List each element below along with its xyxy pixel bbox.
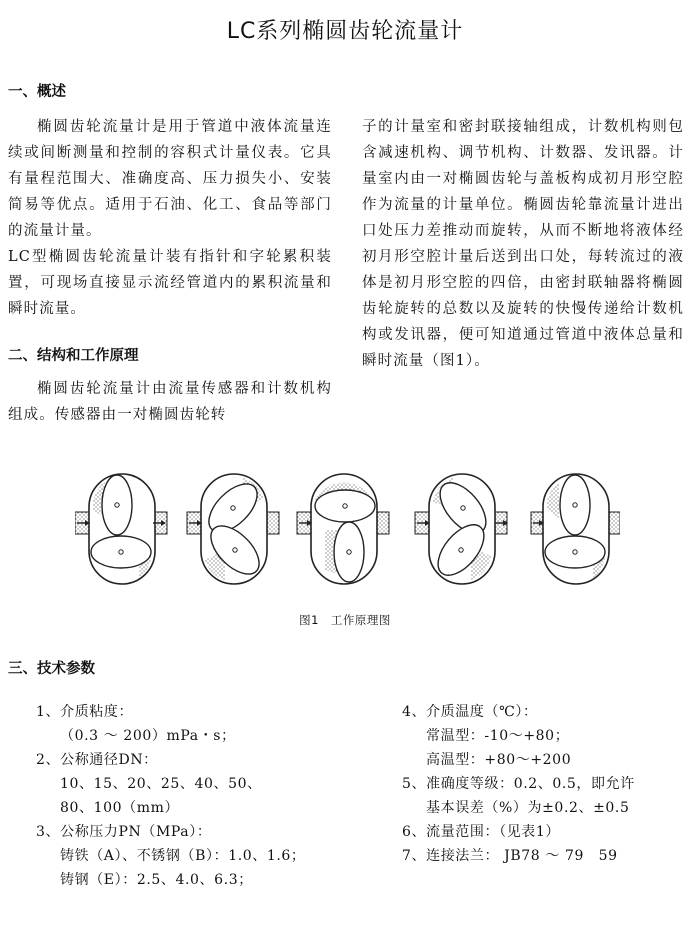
section-heading-overview: 一、概述 bbox=[8, 84, 66, 100]
section-heading-structure: 二、结构和工作原理 bbox=[8, 348, 139, 364]
param-accuracy: 5、准确度等级：0.2、0.5，即允许 bbox=[402, 776, 635, 792]
param-viscosity-value: （0.3 ～ 200）mPa・s； bbox=[60, 728, 236, 744]
gear-diagram-2 bbox=[187, 474, 279, 584]
overview-paragraph-1: 椭圆齿轮流量计是用于管道中液体流量连续或间断测量和控制的容积式计量仪表。它具有量程范围大、准确度高、压力损失小、安装简易等优点。适用于石油、化工、食品等部门的流量计量。 bbox=[8, 119, 332, 239]
param-temperature: 4、介质温度（℃）： bbox=[402, 704, 538, 720]
page-title: LC系列椭圆齿轮流量计 bbox=[226, 19, 464, 44]
params-left-list bbox=[36, 700, 306, 892]
structure-paragraph-1: 椭圆齿轮流量计由流量传感器和计数机构组成。传感器由一对椭圆齿轮转 bbox=[8, 381, 332, 423]
gear-diagram-1 bbox=[75, 474, 167, 584]
param-viscosity: 1、介质粘度： bbox=[36, 704, 134, 720]
right-text-column bbox=[362, 114, 684, 374]
structure-text-column bbox=[8, 376, 332, 428]
working-principle-figure bbox=[75, 470, 620, 588]
gear-diagram-4 bbox=[415, 474, 508, 584]
param-temperature-high: 高温型：+80～+200 bbox=[426, 752, 572, 768]
param-nominal-pressure: 3、公称压力PN（MPa）： bbox=[36, 824, 212, 840]
figure-caption: 图1 工作原理图 bbox=[299, 613, 391, 627]
param-pressure-cast-steel: 铸钢（E）：2.5、4.0、6.3； bbox=[60, 872, 253, 888]
structure-paragraph-continued: 子的计量室和密封联接轴组成，计数机构则包含减速机构、调节机构、计数器、发讯器。计量室内由一对椭圆齿轮与盖板构成初月形空腔作为流量的计量单位。椭圆齿轮靠流量计进出口处压力差推动而旋转，从而不断地将液体经初月形空腔计量后送到出口处，每转流过的液体是初月形空腔的四倍，由密封联轴器将椭圆齿轮旋转的总数以及旋转的快慢传递给计数机构或发讯器，便可知道通过管道中液体总量和瞬时流量（图1）。 bbox=[362, 119, 684, 369]
gear-diagram-5 bbox=[531, 474, 620, 584]
param-pressure-cast-iron: 铸铁（A）、不锈钢（B）：1.0、1.6； bbox=[60, 848, 306, 864]
param-nominal-diameter-values-2: 80、100（mm） bbox=[60, 800, 180, 816]
overview-paragraph-2: LC型椭圆齿轮流量计装有指针和字轮累积装置，可现场直接显示流经管道内的累积流量和瞬时流量。 bbox=[8, 249, 332, 317]
param-flow-range: 6、流量范围：（见表1） bbox=[402, 824, 561, 840]
param-nominal-diameter-values-1: 10、15、20、25、40、50、 bbox=[60, 776, 262, 792]
param-temperature-normal: 常温型：-10～+80； bbox=[426, 728, 570, 744]
gear-diagram-3 bbox=[297, 474, 389, 584]
param-accuracy-error: 基本误差（%）为±0.2、±0.5 bbox=[426, 800, 630, 816]
section-heading-params: 三、技术参数 bbox=[8, 661, 95, 677]
params-right-list bbox=[402, 700, 635, 868]
param-nominal-diameter: 2、公称通径DN： bbox=[36, 752, 158, 768]
left-text-column bbox=[8, 114, 332, 322]
param-flange: 7、连接法兰： JB78 ～ 79 59 bbox=[402, 848, 618, 864]
